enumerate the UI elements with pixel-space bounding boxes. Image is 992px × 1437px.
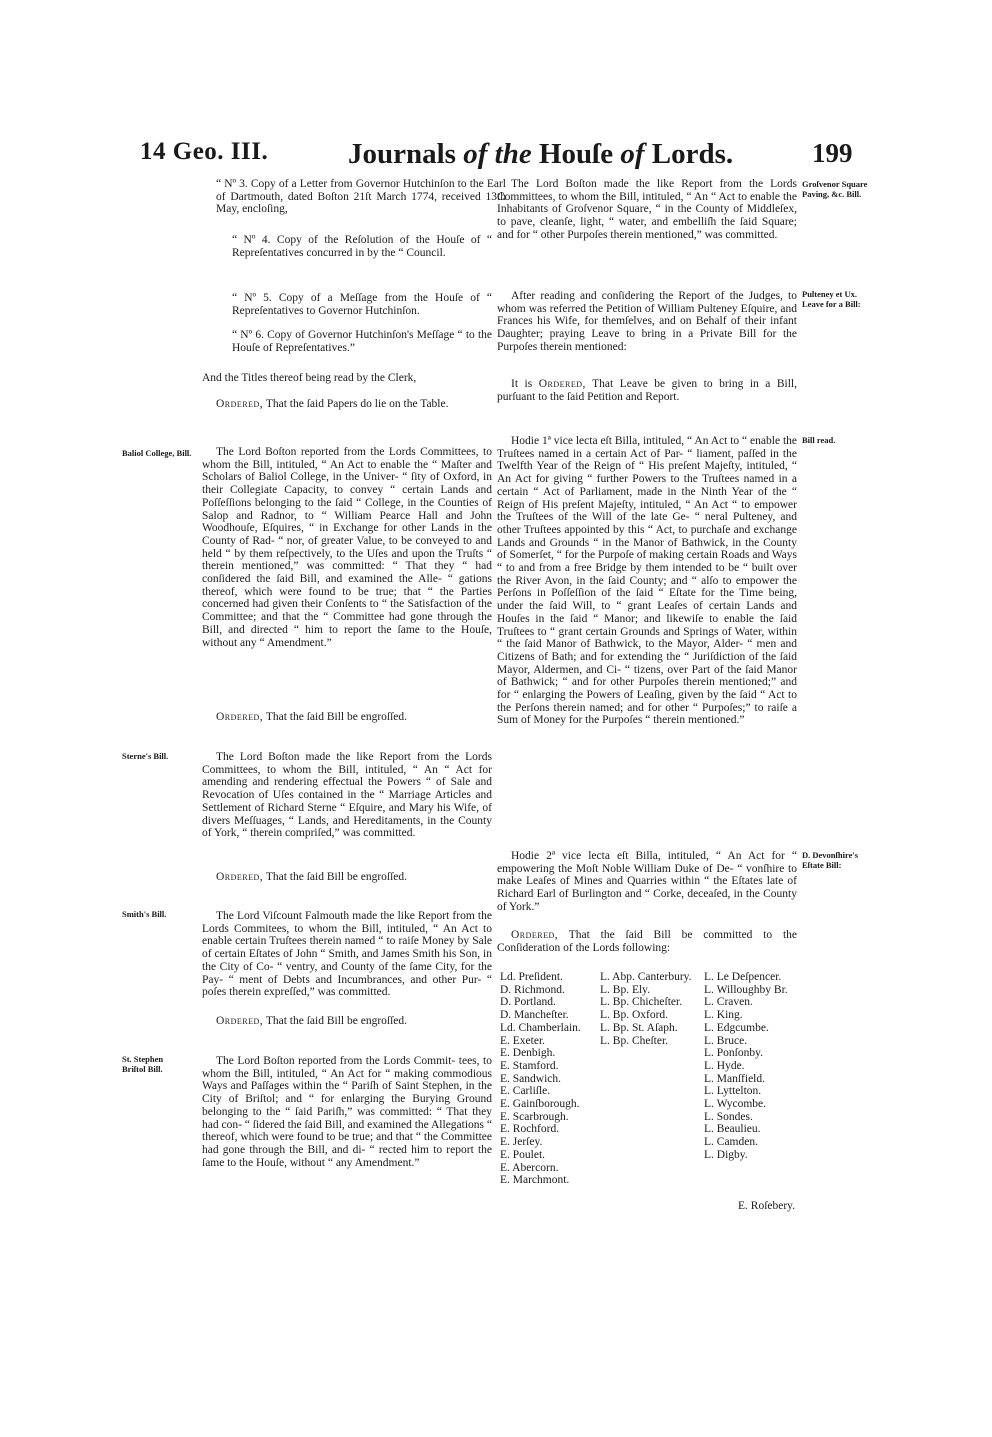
margin-note-devonshire: D. Devonſhire's Eſtate Bill:	[802, 850, 859, 870]
lords-list-bishops	[600, 971, 696, 1047]
lord-name: L. Edgcumbe.	[704, 1021, 769, 1034]
lord-name: E. Marchmont.	[500, 1174, 570, 1187]
lord-name: L. Manſfield.	[704, 1072, 765, 1085]
margin-note-smith: Smith's Bill.	[122, 909, 167, 919]
pulteney-petition: After reading and conſidering the Report of the Judges, to whom was referred the Petition of William Pulteney Eſquire, and Frances his Wife, for themſelves, and on Behalf of their infant Daughter; praying Leave to bring in a Private Bill for the Purpoſes therein mentioned:	[497, 290, 797, 353]
lord-name: D. Portland.	[500, 996, 556, 1009]
lord-name: L. Wycombe.	[704, 1098, 767, 1111]
ordered-label: Ordered,	[216, 1015, 264, 1027]
lord-name: L. Ponſonby.	[704, 1047, 763, 1060]
ordered-label: Ordered,	[216, 398, 264, 410]
margin-note-baliol: Baliol College, Bill.	[122, 448, 192, 458]
page-number: 199	[812, 138, 853, 168]
lord-name: L. Bp. St. Aſaph.	[600, 1021, 678, 1034]
margin-note-grosvenor: Groſvenor Square Paving, &c. Bill.	[802, 179, 868, 199]
committed-order-text: That the ſaid Bill be committed to the Conſideration of the Lords following:	[497, 929, 798, 954]
page-header	[0, 138, 992, 178]
sterne-ordered-text: That the ſaid Bill be engroſſed.	[265, 871, 408, 883]
sterne-report: The Lord Boſton made the like Report from the Lords Committees, to whom the Bill, intituled, “ An “ Act for amending and rendering effectual the Powers “ of Sale and Revocation of Uſes contained in the “ Marriage Articles and Settlement of Richard Sterne “ Eſquire, and Mary his Wife, of divers Meſſuages, “ Lands, and Hereditaments, in the County of York, “ therein compriſed,” was committed.	[202, 751, 492, 840]
smith-ordered-text: That the ſaid Bill be engroſſed.	[265, 1015, 408, 1027]
lord-name: L. Le Deſpencer.	[704, 971, 782, 983]
lord-name: L. Bruce.	[704, 1034, 748, 1047]
sterne-ordered	[202, 871, 492, 884]
lord-name: L. Bp. Oxford.	[600, 1009, 669, 1022]
lord-name: E. Denbigh.	[500, 1047, 556, 1060]
paper-no-5: “ Nº 5. Copy of a Meſſage from the Houſe of “ Repreſentatives to Governor Hutchinſon.	[232, 292, 492, 317]
lord-name: L. Bp. Cheſter.	[600, 1034, 669, 1047]
baliol-ordered-text: That the ſaid Bill be engroſſed.	[265, 711, 408, 723]
title-journals: Journals	[348, 138, 456, 170]
margin-note-st-stephen: St. Stephen Briſtol Bill.	[122, 1054, 164, 1074]
ordered-label: Ordered,	[511, 929, 559, 941]
margin-note-bill-read: Bill read.	[802, 435, 836, 445]
pulteney-ordered	[497, 378, 797, 403]
title-lords: Lords.	[651, 138, 734, 170]
baliol-ordered	[202, 711, 492, 724]
paper-no-4: “ Nº 4. Copy of the Reſolution of the Houſe of “ Repreſentatives concurred in by the “ Council.	[232, 234, 492, 259]
lord-name: D. Mancheſter.	[500, 1009, 569, 1022]
title-house: Houſe	[538, 138, 614, 170]
lords-list-earls	[500, 971, 581, 1187]
lord-name: E. Exeter.	[500, 1034, 546, 1047]
smith-ordered	[202, 1015, 492, 1028]
lord-name: E. Rochford.	[500, 1123, 560, 1136]
lord-name: L. Hyde.	[704, 1059, 745, 1072]
lord-name: E. Jerſey.	[500, 1136, 543, 1149]
lord-name: L. Willoughby Br.	[704, 983, 788, 996]
ordered-label: Ordered,	[216, 711, 264, 723]
lord-name: E. Poulet.	[500, 1148, 546, 1161]
lord-name: L. King.	[704, 1009, 743, 1022]
lord-name: E. Stamford.	[500, 1059, 559, 1072]
lord-name: L. Bp. Ely.	[600, 983, 651, 996]
regnal-year: 14 Geo. III.	[140, 138, 269, 165]
lords-list-barons	[704, 971, 788, 1162]
title-of: of	[463, 138, 488, 170]
lord-name: E. Sandwich.	[500, 1072, 562, 1085]
committed-order	[497, 929, 797, 954]
lord-name: L. Sondes.	[704, 1110, 753, 1123]
papers-ordered	[202, 398, 492, 411]
lord-name: E. Scarbrough.	[500, 1110, 569, 1123]
it-is-label: It is	[511, 378, 533, 390]
lord-name: E. Gainſborough.	[500, 1098, 580, 1111]
title-the: the	[494, 138, 532, 170]
lord-name: Ld. Chamberlain.	[500, 1021, 581, 1034]
lord-name: L. Abp. Canterbury.	[600, 971, 692, 983]
lord-name: L. Beaulieu.	[704, 1123, 761, 1136]
margin-note-sterne: Sterne's Bill.	[122, 751, 169, 761]
lord-name: E. Carliſle.	[500, 1085, 551, 1098]
paper-no-3: “ Nº 3. Copy of a Letter from Governor Hutchinſon to the Earl of Dartmouth, dated Boſton 21ſt March 1774, received 13th May, encloſing,	[216, 178, 506, 216]
title-of-2: of	[620, 138, 645, 170]
lord-name: D. Richmond.	[500, 983, 565, 996]
lord-name: L. Lyttelton.	[704, 1085, 762, 1098]
margin-note-pulteney: Pulteney et Ux. Leave for a Bill:	[802, 289, 861, 309]
bathwick-bill: Hodie 1ª vice lecta eſt Billa, intituled, “ An Act to “ enable the Truſtees named in a certain Act of Par- “ liament, paſſed in the Twelfth Year of the Reign of “ His preſent Majeſty, intituled, “ An Act for giving “ further Powers to the Truſtees named in a certain “ Act of Parliament, made in the Ninth Year of the “ Reign of His preſent Majeſty, intituled, “ An Act “ to empower the Truſtees of the Will of the late Ge- “ neral Pulteney, and other Truſtees appointed by this “ Act, to purchaſe and exchange Lands and Grounds “ in the Manor of Bathwick, in the County of Somerſet, “ for the Purpoſe of making certain Roads and Ways “ to and from a free Bridge by them intended to be “ built over the River Avon, in the ſaid County; and “ alſo to empower the Perſons in Poſſeſſion of the ſaid “ Eſtate for the Time being, under the ſaid Will, to “ grant Leaſes of certain Lands and Houſes in the ſaid “ Manor; and likewiſe to enable the ſaid Truſtees to “ grant certain Grounds and Springs of Water, within “ the ſaid Manor of Bathwick, to the Mayor, Alder- “ men and Citizens of Bath; and for extending the “ Juriſdiction of the ſaid Mayor, Aldermen, and Ci- “ tizens, over Part of the ſaid Manor of Bathwick; “ and for other Purpoſes therein mentioned;” and for “ enlarging the Powers of Leaſing, given by the ſaid “ Act to the Perſons therein named; and for other “ Purpoſes;” to raiſe a Sum of Money for the Purpoſes “ therein mentioned.”	[497, 435, 797, 727]
papers-ordered-text: That the ſaid Papers do lie on the Table.	[265, 398, 449, 410]
lord-name: E. Abercorn.	[500, 1161, 559, 1174]
journal-title	[348, 138, 733, 171]
smith-report: The Lord Viſcount Falmouth made the like Report from the Lords Commitees, to whom the Bill, intituled, “ An Act to enable certain Truſtees therein named “ to raiſe Money by Sale of certain Eſtates of John “ Smith, and James Smith his Son, in the City of Co- “ ventry, and County of the ſame City, for the Pay- “ ment of Debts and Incumbrances, and other Pur- “ poſes therein expreſſed,” was committed.	[202, 910, 492, 999]
paper-no-6: “ Nº 6. Copy of Governor Hutchinſon's Meſſage “ to the Houſe of Repreſentatives.”	[232, 329, 492, 354]
ordered-label: Ordered,	[216, 871, 264, 883]
lord-name: L. Bp. Chicheſter.	[600, 996, 683, 1009]
ordered-label: Ordered,	[538, 378, 586, 390]
grosvenor-report: The Lord Boſton made the like Report from the Lords Committees, to whom the Bill, intituled, “ An “ Act to enable the Inhabitants of Groſvenor Square, “ in the County of Middleſex, to pave, cleanſe, light, “ water, and embelliſh the ſaid Square; and for “ other Purpoſes therein mentioned,” was committed.	[497, 178, 797, 241]
devonshire-bill: Hodie 2ª vice lecta eſt Billa, intituled, “ An Act for “ empowering the Moſt Noble William Duke of De- “ vonſhire to make Leaſes of Mines and Quarries within “ the Eſtates late of Richard Earl of Burlington and “ Corke, deceaſed, in the County of York.”	[497, 850, 797, 913]
titles-read: And the Titles thereof being read by the Clerk,	[202, 372, 417, 384]
lord-name: L. Digby.	[704, 1148, 748, 1161]
signature-rosebery: E. Roſebery.	[738, 1200, 796, 1212]
lord-name: Ld. Preſident.	[500, 971, 563, 983]
pulteney-ordered-text: That Leave be given to bring in a Bill, purſuant to the ſaid Petition and Report.	[497, 378, 798, 403]
st-stephen-report: The Lord Boſton reported from the Lords Commit- tees, to whom the Bill, intituled, “ An Act for “ making commodious Ways and Paſſages within the “ Pariſh of Saint Stephen, in the City of Briſtol; and “ for enlarging the Burying Ground belonging to the “ ſaid Pariſh,” was committed: “ That they had con- “ ſidered the ſaid Bill, and examined the Allegations “ thereof, which were found to be true; and that “ the Committee had gone through the Bill, and di- “ rected him to report the ſame to the Houſe, without “ any Amendment.”	[202, 1055, 492, 1169]
baliol-report: The Lord Boſton reported from the Lords Committees, to whom the Bill, intituled, “ An Act to enable the “ Maſter and Scholars of Baliol College, in the Univer- “ ſity of Oxford, in their Collegiate Capacity, to convey “ certain Lands and Poſſeſſions belonging to the ſaid “ College, in the Counties of Salop and Radnor, to “ William Pearce Hall and John Woodhouſe, Eſquires, “ in Exchange for other Lands in the County of Rad- “ nor, of greater Value, to be conveyed to and held “ by them reſpectively, to the Uſes and upon the Truſts “ therein mentioned,” was committed: “ That they “ had conſidered the ſaid Bill, and examined the Alle- “ gations thereof, which were found to be true; that “ the Parties concerned had given their Conſents to “ the Satisfaction of the Committee; and that the “ Committee had gone through the Bill, and directed “ him to report the ſame to the Houſe, without any “ Amendment.”	[202, 446, 492, 649]
lord-name: L. Craven.	[704, 996, 753, 1009]
lord-name: L. Camden.	[704, 1136, 758, 1149]
